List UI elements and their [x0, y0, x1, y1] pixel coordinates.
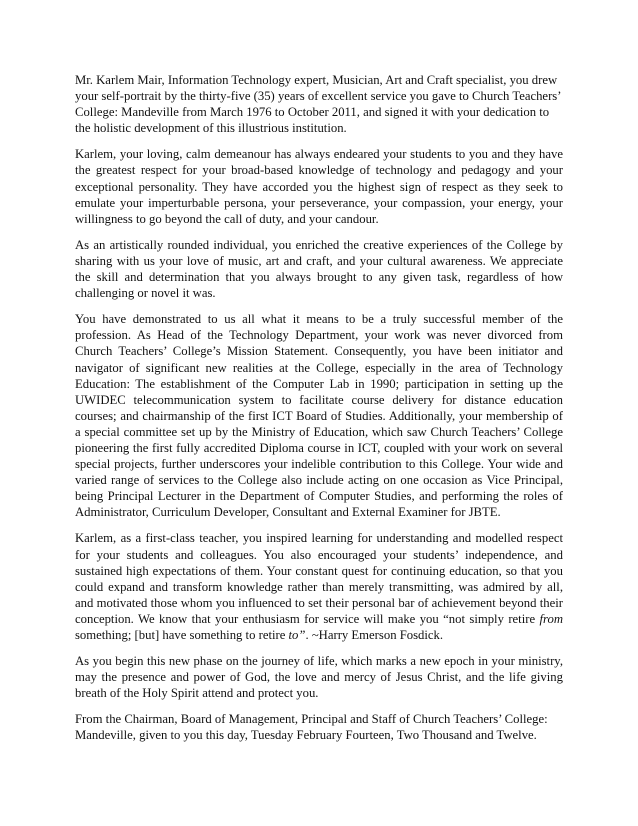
paragraph-artistic: As an artistically rounded individual, you enriched the creative experiences of the College by sharing with us your love of music, art and craft, and your cultural awareness. We appreciate the skill and determination that you always brought to any given task, regardless of how challenging or novel it was.	[75, 237, 563, 301]
paragraph-teacher	[75, 530, 563, 643]
paragraph-introduction: Mr. Karlem Mair, Information Technology expert, Musician, Art and Craft specialist, you drew your self-portrait by the thirty-five (35) years of excellent service you gave to Church Teachers’ College: Mandeville from March 1976 to October 2011, and signed it with your dedication to the holistic development of this illustrious institution.	[75, 73, 561, 136]
teacher-text-part-3: . ~Harry Emerson Fosdick.	[305, 628, 444, 642]
paragraph-signoff: From the Chairman, Board of Management, Principal and Staff of Church Teachers’ College: Mandeville, given to you this day, Tuesday February Fourteen, Two Thousand and Twelve.	[75, 712, 548, 743]
paragraph-demeanour: Karlem, your loving, calm demeanour has always endeared your students to you and they have the greatest respect for your broad-based knowledge of technology and pedagogy and your exceptional personality. They have accorded you the highest sign of respect as they seek to emulate your imperturbable persona, your perseverance, your compassion, your energy, your willingness to go beyond the call of duty, and your candour.	[75, 147, 563, 226]
teacher-emphasis-to: to”	[288, 628, 306, 642]
teacher-text-part-1: Karlem, as a first-class teacher, you inspired learning for understanding and modelled respect for your students and colleagues. You also encouraged your students’ independence, and sustained high expectations of them. Your constant quest for continuing education, so that you could expand and transform knowledge rather than merely transmitting, was admired by all, and motivated those whom you influenced to set their personal bar of achievement beyond their conception. We know that your enthusiasm for service will make you “not simply retire	[75, 531, 563, 626]
teacher-text-part-2: something; [but] have something to retire	[75, 628, 289, 642]
teacher-emphasis-from: from	[539, 611, 563, 626]
document-page	[75, 72, 563, 754]
paragraph-blessing: As you begin this new phase on the journey of life, which marks a new epoch in your ministry, may the presence and power of God, the love and mercy of Jesus Christ, and the life giving breath of the Holy Spirit attend and protect you.	[75, 654, 563, 701]
paragraph-technology-department: You have demonstrated to us all what it means to be a truly successful member of the profession. As Head of the Technology Department, your work was never divorced from Church Teachers’ College’s Mission Statement. Consequently, you have been initiator and navigator of significant new realities at the College, especially in the area of Technology Education: The establishment of the Computer Lab in 1990; participation in setting up the UWIDEC telecommunication system to facilitate course delivery for distance education courses; and chairmanship of the first ICT Board of Studies. Additionally, your membership of a special committee set up by the Ministry of Education, which saw Church Teachers’ College pioneering the first fully accredited Diploma course in ICT, coupled with your work on several special projects, further underscores your indelible contribution to this College. Your wide and varied range of services to the College also include acting on one occasion as Vice Principal, being Principal Lecturer in the Department of Computer Studies, and performing the roles of Administrator, Curriculum Developer, Consultant and External Examiner for JBTE.	[75, 312, 563, 520]
